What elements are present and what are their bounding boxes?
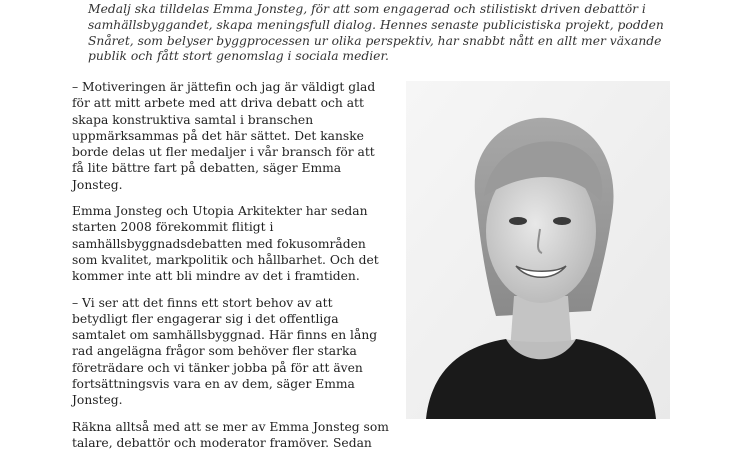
portrait-illustration	[406, 81, 670, 419]
paragraph-2: Emma Jonsteg och Utopia Arkitekter har sedan starten 2008 förekommit flitigt i samhällsbyggnadsdebatten med fokusområden som kvalitet, markpolitik och hållbarhet. Och det kommer inte att bli mindre av det i framtiden.	[72, 204, 379, 284]
paragraph-4: Räkna alltså med att se mer av Emma Jonsteg som talare, debattör och moderator framöver. Sedan	[72, 419, 389, 450]
portrait-photo	[406, 81, 670, 419]
intro-text: Medalj ska tilldelas Emma Jonsteg, för att som engagerad och stilistiskt driven debattör i samhällsbyggandet, skapa meningsfull dialog. Hennes senaste publicistiska projekt, podden Snåret, som belyser byggprocessen ur olika perspektiv, har snabbt nått en allt mer växande publik och fått stort genomslag i sociala medier.	[88, 2, 664, 64]
paragraph-3: – Vi ser att det finns ett stort behov av att betydligt fler engagerar sig i det offentliga samtalet om samhällsbyggnad. Här finns en lång rad angelägna frågor som behöver fler starka företrädare och vi tänker jobba på för att även fortsättningsvis vara en av dem, säger Emma Jonsteg.	[72, 295, 378, 408]
paragraph-1: – Motiveringen är jättefin och jag är väldigt glad för att mitt arbete med att driva debatt och att skapa konstruktiva samtal i branschen uppmärksammas på det här sättet. Det kanske borde delas ut fler medaljer i vår bransch för att få lite bättre fart på debatten, säger Emma Jonsteg.	[72, 80, 376, 192]
article-body	[72, 79, 390, 461]
